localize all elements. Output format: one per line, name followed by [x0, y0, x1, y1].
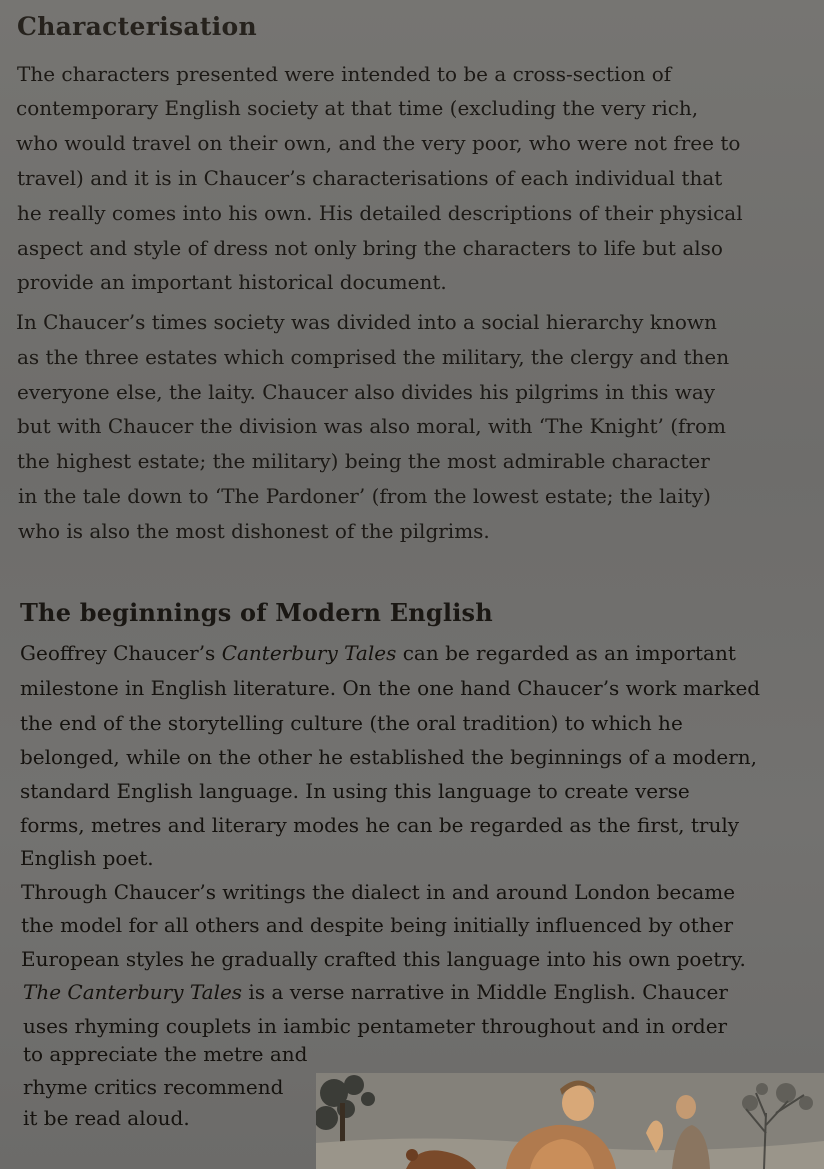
- text-line: provide an important historical document.: [17, 270, 447, 294]
- text-line: Through Chaucer’s writings the dialect in and around London became: [21, 880, 736, 904]
- text-line: milestone in English literature. On the one hand Chaucer’s work marked: [20, 676, 761, 700]
- section-heading-characterisation: Characterisation: [17, 12, 257, 41]
- text-line: but with Chaucer the division was also moral, with ‘The Knight’ (from: [17, 414, 726, 438]
- medieval-illustration: [316, 1073, 824, 1169]
- text-line: to appreciate the metre and: [23, 1042, 308, 1066]
- illustration-drawing: [316, 1073, 824, 1169]
- text-line: in the tale down to ‘The Pardoner’ (from the lowest estate; the laity): [18, 484, 711, 508]
- text-line: forms, metres and literary modes he can be regarded as the first, truly: [20, 813, 740, 837]
- text-line: [23, 982, 728, 1002]
- text-line: European styles he gradually crafted this language into his own poetry.: [21, 947, 746, 971]
- text-run: is a verse narrative in Middle English. Chaucer: [242, 980, 728, 1004]
- text-line: aspect and style of dress not only bring the characters to life but also: [17, 236, 723, 260]
- text-line: the end of the storytelling culture (the oral tradition) to which he: [20, 711, 683, 735]
- text-line: In Chaucer’s times society was divided into a social hierarchy known: [16, 310, 717, 334]
- text-line: the model for all others and despite being initially influenced by other: [21, 913, 734, 937]
- book-title: The Canterbury Tales: [23, 980, 243, 1004]
- text-line: contemporary English society at that time (excluding the very rich,: [16, 96, 699, 120]
- text-line: belonged, while on the other he established the beginnings of a modern,: [20, 745, 758, 769]
- text-line: he really comes into his own. His detailed descriptions of their physical: [17, 201, 743, 225]
- text-line: the highest estate; the military) being the most admirable character: [17, 449, 710, 473]
- book-title: Canterbury Tales: [221, 641, 397, 665]
- text-line: who is also the most dishonest of the pilgrims.: [18, 519, 490, 543]
- text-line: rhyme critics recommend: [23, 1075, 284, 1099]
- text-line: uses rhyming couplets in iambic pentameter throughout and in order: [23, 1014, 728, 1038]
- text-line: everyone else, the laity. Chaucer also divides his pilgrims in this way: [17, 380, 716, 404]
- text-run: Geoffrey Chaucer’s: [20, 641, 222, 665]
- text-line: The characters presented were intended to be a cross-section of: [17, 62, 672, 86]
- text-run: can be regarded as an important: [396, 641, 736, 665]
- text-line: it be read aloud.: [23, 1106, 190, 1130]
- text-line: [20, 643, 736, 663]
- section-heading-modern-english: The beginnings of Modern English: [20, 598, 493, 627]
- text-line: who would travel on their own, and the very poor, who were not free to: [16, 131, 741, 155]
- text-line: travel) and it is in Chaucer’s characterisations of each individual that: [17, 166, 723, 190]
- text-line: standard English language. In using this language to create verse: [20, 779, 690, 803]
- text-line: English poet.: [20, 846, 154, 870]
- text-line: as the three estates which comprised the military, the clergy and then: [17, 345, 730, 369]
